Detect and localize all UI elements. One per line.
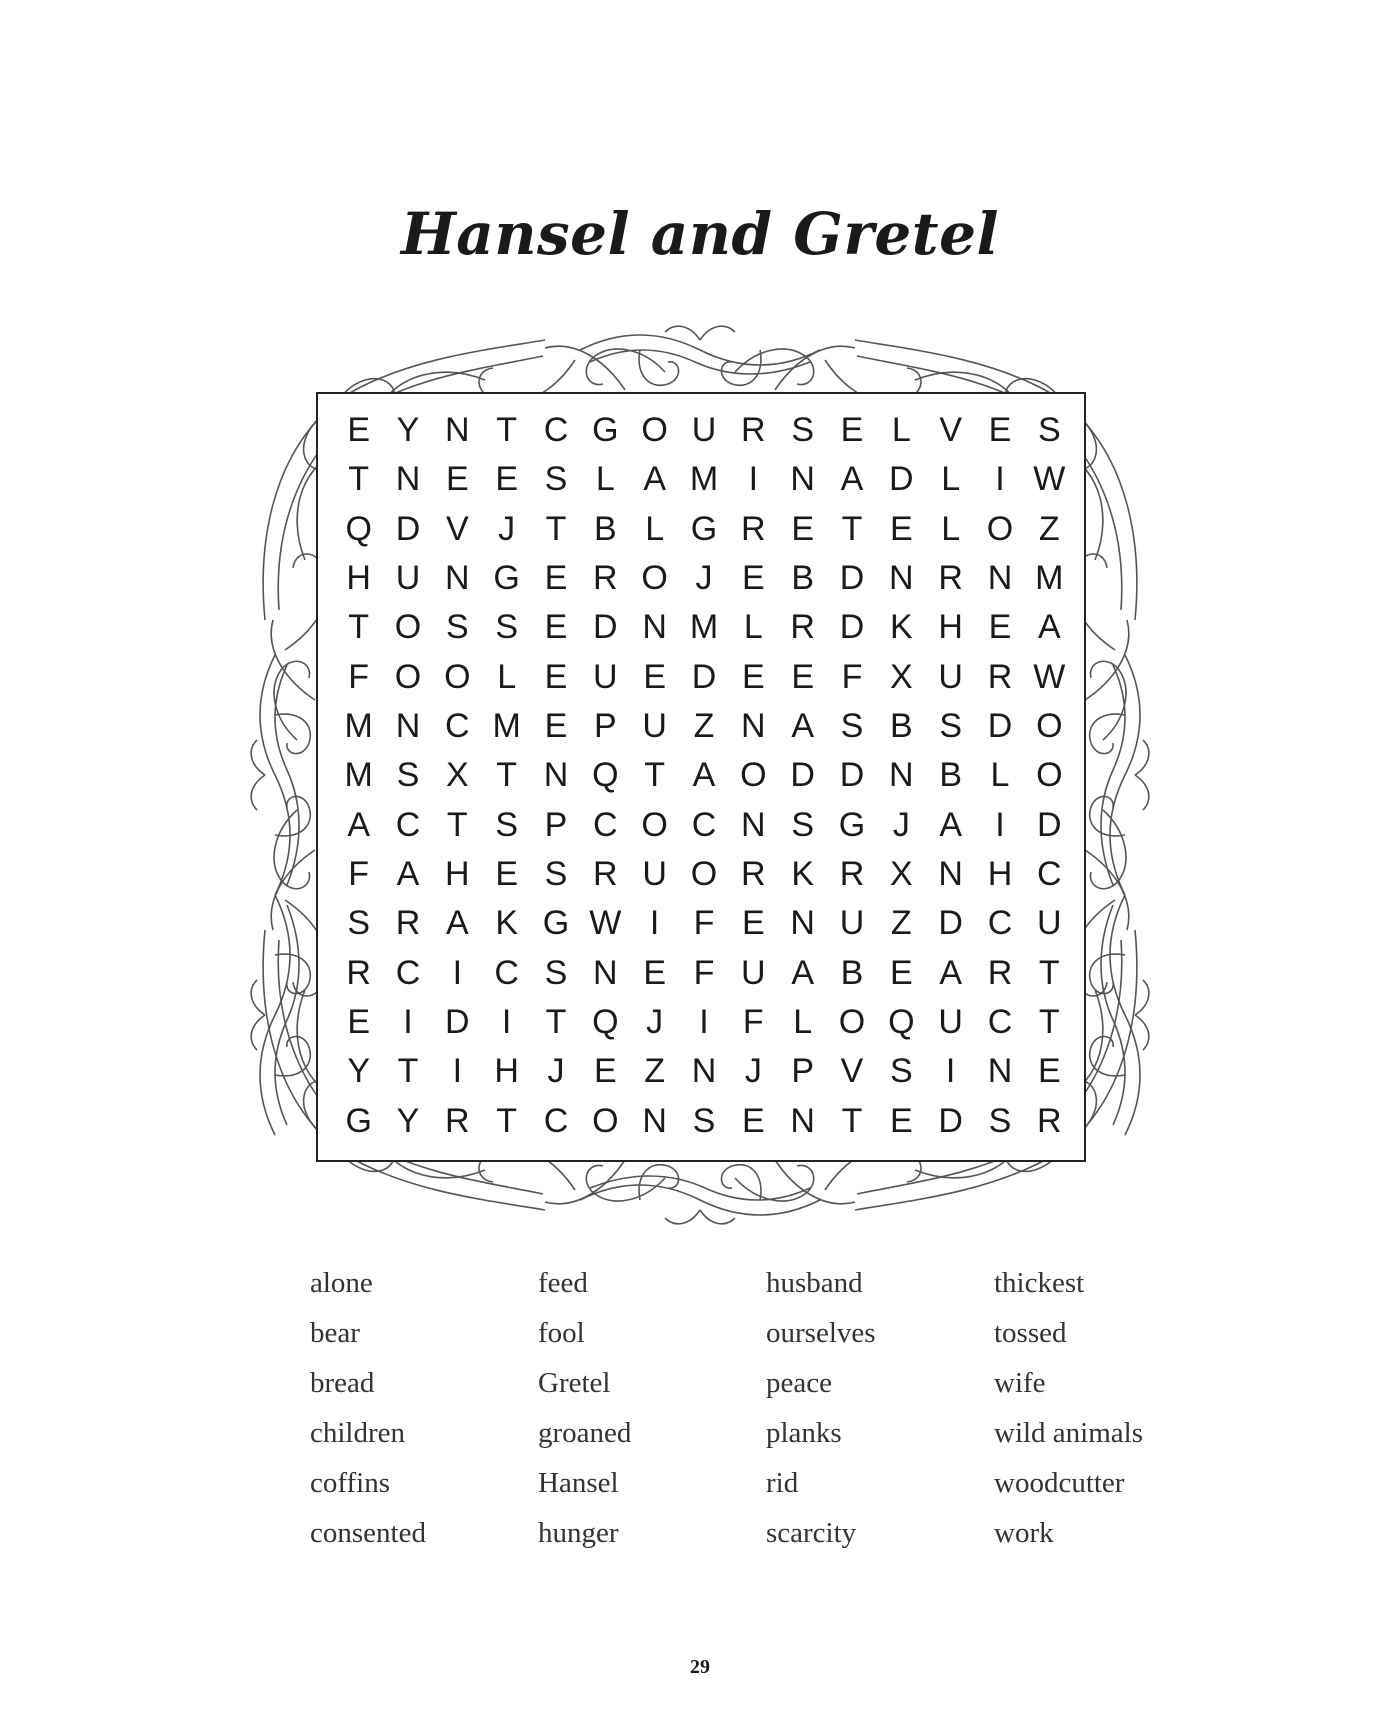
- grid-letter: O: [1036, 756, 1063, 795]
- grid-letter: E: [988, 608, 1012, 647]
- grid-letter: X: [445, 756, 469, 795]
- word-list-item: scarcity: [766, 1517, 857, 1549]
- grid-letter: S: [1037, 411, 1061, 450]
- grid-letter: N: [987, 559, 1013, 598]
- grid-letter: E: [741, 1101, 765, 1140]
- grid-letter: E: [741, 559, 765, 598]
- word-list-item: wife: [994, 1367, 1046, 1399]
- grid-letter: U: [741, 953, 766, 992]
- grid-letter: E: [544, 559, 568, 598]
- grid-letter: V: [939, 411, 962, 450]
- grid-letter: T: [1038, 1003, 1060, 1042]
- grid-letter: D: [790, 756, 815, 795]
- grid-letter: S: [988, 1101, 1012, 1140]
- word-list-item: bread: [310, 1367, 375, 1399]
- grid-letter: E: [840, 411, 864, 450]
- grid-letter: O: [838, 1003, 866, 1042]
- grid-letter: B: [939, 756, 962, 795]
- grid-letter: C: [987, 904, 1013, 943]
- grid-letter: D: [938, 904, 963, 943]
- grid-letter: E: [1037, 1052, 1061, 1091]
- grid-letter: O: [641, 411, 668, 450]
- grid-letter: E: [988, 411, 1012, 450]
- grid-letter: E: [495, 855, 518, 894]
- word-list-item: groaned: [538, 1417, 632, 1449]
- grid-letter: O: [394, 657, 422, 696]
- grid-letter: I: [501, 1003, 512, 1042]
- grid-letter: D: [1037, 805, 1062, 844]
- grid-letter: I: [699, 1003, 709, 1042]
- grid-letter: S: [692, 1101, 716, 1140]
- grid-letter: I: [403, 1003, 413, 1042]
- word-list-item: hunger: [538, 1517, 619, 1549]
- grid-letter: A: [396, 855, 420, 894]
- grid-letter: R: [346, 953, 371, 992]
- grid-letter: U: [1037, 904, 1062, 943]
- grid-letter: E: [643, 657, 666, 696]
- grid-letter: R: [790, 608, 815, 647]
- grid-letter: E: [347, 1003, 370, 1042]
- grid-letter: A: [791, 953, 814, 992]
- grid-letter: F: [841, 657, 863, 696]
- grid-letter: T: [348, 460, 370, 499]
- grid-letter: L: [743, 608, 763, 647]
- grid-letter: T: [841, 509, 863, 548]
- page-number: 29: [690, 1656, 710, 1678]
- grid-letter: B: [889, 707, 913, 746]
- grid-letter: S: [544, 460, 568, 499]
- grid-letter: S: [544, 953, 568, 992]
- grid-letter: C: [593, 805, 618, 844]
- grid-letter: O: [641, 559, 668, 598]
- grid-letter: U: [938, 1003, 963, 1042]
- grid-letter: C: [395, 805, 421, 844]
- grid-letter: A: [840, 460, 864, 499]
- grid-letter: S: [347, 904, 370, 943]
- grid-letter: U: [691, 411, 717, 450]
- grid-letter: C: [543, 411, 569, 450]
- word-list: [310, 1258, 1230, 1558]
- grid-letter: M: [344, 756, 373, 795]
- grid-letter: A: [445, 904, 469, 943]
- grid-letter: N: [790, 904, 815, 943]
- grid-letter: T: [496, 1101, 518, 1140]
- grid-letter: T: [545, 1003, 567, 1042]
- grid-letter: G: [542, 904, 570, 943]
- grid-letter: O: [986, 509, 1014, 548]
- grid-letter: P: [791, 1052, 814, 1091]
- grid-letter: N: [987, 1052, 1013, 1091]
- grid-letter: K: [889, 608, 913, 647]
- grid-letter: N: [395, 707, 421, 746]
- grid-letter: D: [593, 608, 618, 647]
- grid-letter: M: [689, 460, 719, 499]
- grid-letter: B: [840, 953, 864, 992]
- grid-letter: S: [544, 855, 568, 894]
- grid-letter: B: [593, 509, 617, 548]
- letter-grid: [334, 406, 1074, 1146]
- grid-letter: R: [445, 1101, 470, 1140]
- grid-letter: Z: [1038, 509, 1060, 548]
- grid-letter: D: [691, 657, 717, 696]
- grid-letter: V: [445, 509, 469, 548]
- grid-letter: T: [545, 509, 567, 548]
- grid-letter: J: [892, 805, 910, 844]
- grid-letter: H: [445, 855, 470, 894]
- grid-letter: N: [642, 1101, 667, 1140]
- grid-letter: G: [592, 411, 619, 450]
- word-list-item: planks: [766, 1417, 842, 1449]
- grid-letter: R: [938, 559, 963, 598]
- grid-letter: T: [496, 756, 518, 795]
- grid-letter: N: [741, 805, 766, 844]
- grid-letter: G: [493, 559, 520, 598]
- grid-letter: S: [840, 707, 864, 746]
- word-list-item: husband: [766, 1267, 863, 1299]
- grid-letter: S: [396, 756, 420, 795]
- grid-letter: Q: [345, 509, 372, 548]
- grid-letter: A: [643, 460, 666, 499]
- word-list-item: ourselves: [766, 1317, 876, 1349]
- grid-letter: U: [839, 904, 865, 943]
- grid-letter: R: [593, 855, 618, 894]
- grid-letter: I: [945, 1052, 956, 1091]
- grid-letter: R: [987, 657, 1013, 696]
- grid-letter: T: [446, 805, 468, 844]
- word-list-item: fool: [538, 1317, 585, 1349]
- word-list-item: rid: [766, 1467, 799, 1499]
- grid-letter: K: [495, 904, 518, 943]
- grid-letter: C: [543, 1101, 569, 1140]
- word-list-item: wild animals: [994, 1417, 1144, 1449]
- grid-letter: U: [593, 657, 618, 696]
- grid-letter: J: [498, 509, 516, 548]
- grid-letter: R: [839, 855, 865, 894]
- grid-letter: I: [649, 904, 660, 943]
- grid-letter: F: [348, 855, 370, 894]
- grid-letter: L: [941, 460, 961, 499]
- grid-letter: N: [741, 707, 766, 746]
- grid-letter: I: [452, 1052, 463, 1091]
- grid-letter: E: [889, 1101, 913, 1140]
- grid-letter: N: [790, 1101, 815, 1140]
- grid-letter: D: [889, 460, 914, 499]
- grid-letter: S: [495, 805, 518, 844]
- grid-letter: N: [395, 460, 421, 499]
- grid-letter: D: [839, 608, 865, 647]
- grid-letter: H: [346, 559, 371, 598]
- grid-letter: E: [445, 460, 469, 499]
- grid-letter: E: [889, 509, 913, 548]
- grid-letter: B: [791, 559, 814, 598]
- word-list-item: thickest: [994, 1267, 1085, 1299]
- grid-letter: S: [939, 707, 962, 746]
- grid-letter: O: [592, 1101, 619, 1140]
- grid-letter: E: [544, 707, 568, 746]
- grid-letter: E: [791, 657, 814, 696]
- grid-letter: Q: [592, 756, 619, 795]
- grid-letter: Z: [890, 904, 912, 943]
- grid-letter: X: [889, 657, 913, 696]
- grid-letter: C: [445, 707, 470, 746]
- word-list-item: children: [310, 1417, 406, 1449]
- grid-letter: P: [593, 707, 617, 746]
- grid-letter: R: [593, 559, 618, 598]
- page-title: Hansel and Gretel: [400, 200, 1000, 268]
- grid-letter: J: [695, 559, 713, 598]
- grid-letter: C: [1037, 855, 1062, 894]
- grid-letter: F: [742, 1003, 764, 1042]
- grid-letter: F: [348, 657, 370, 696]
- grid-letter: L: [990, 756, 1010, 795]
- grid-letter: Z: [693, 707, 715, 746]
- grid-letter: G: [345, 1101, 372, 1140]
- grid-letter: R: [395, 904, 421, 943]
- grid-letter: R: [1037, 1101, 1062, 1140]
- grid-letter: D: [395, 509, 421, 548]
- grid-letter: N: [938, 855, 963, 894]
- grid-letter: I: [995, 460, 1005, 499]
- grid-letter: Y: [347, 1052, 370, 1091]
- grid-letter: U: [395, 559, 421, 598]
- grid-letter: T: [841, 1101, 863, 1140]
- grid-letter: W: [589, 904, 622, 943]
- grid-letter: W: [1033, 460, 1066, 499]
- grid-letter: A: [791, 707, 814, 746]
- grid-letter: Q: [592, 1003, 619, 1042]
- grid-letter: E: [643, 953, 666, 992]
- grid-letter: E: [495, 460, 518, 499]
- word-list-item: tossed: [994, 1317, 1067, 1349]
- grid-letter: S: [445, 608, 469, 647]
- grid-letter: M: [689, 608, 719, 647]
- grid-letter: N: [593, 953, 618, 992]
- grid-letter: L: [941, 509, 961, 548]
- grid-letter: J: [547, 1052, 565, 1091]
- grid-letter: S: [889, 1052, 913, 1091]
- grid-letter: T: [496, 411, 518, 450]
- grid-letter: N: [543, 756, 569, 795]
- grid-letter: L: [793, 1003, 813, 1042]
- grid-letter: D: [987, 707, 1013, 746]
- grid-letter: D: [839, 756, 865, 795]
- grid-letter: S: [791, 411, 814, 450]
- grid-letter: N: [691, 1052, 717, 1091]
- grid-letter: O: [740, 756, 767, 795]
- grid-letter: R: [741, 855, 766, 894]
- grid-letter: C: [691, 805, 717, 844]
- grid-letter: C: [494, 953, 519, 992]
- grid-letter: N: [889, 559, 914, 598]
- grid-letter: O: [690, 855, 718, 894]
- grid-letter: N: [445, 411, 470, 450]
- grid-letter: E: [741, 904, 765, 943]
- word-list-item: coffins: [310, 1467, 391, 1499]
- word-list-item: consented: [310, 1517, 426, 1549]
- grid-letter: I: [995, 805, 1005, 844]
- grid-letter: E: [791, 509, 814, 548]
- grid-letter: E: [544, 657, 568, 696]
- grid-letter: M: [344, 707, 373, 746]
- grid-letter: D: [938, 1101, 963, 1140]
- grid-letter: O: [1036, 707, 1063, 746]
- grid-letter: V: [840, 1052, 864, 1091]
- grid-letter: A: [939, 805, 962, 844]
- grid-letter: A: [1037, 608, 1061, 647]
- puzzle-grid-frame: [316, 392, 1086, 1162]
- grid-letter: Q: [888, 1003, 915, 1042]
- grid-letter: L: [595, 460, 615, 499]
- grid-letter: M: [1035, 559, 1064, 598]
- grid-letter: D: [445, 1003, 470, 1042]
- grid-letter: O: [641, 805, 668, 844]
- grid-letter: N: [445, 559, 470, 598]
- grid-letter: E: [889, 953, 913, 992]
- grid-letter: M: [492, 707, 521, 746]
- word-list-item: Gretel: [538, 1367, 611, 1399]
- grid-letter: O: [394, 608, 422, 647]
- word-list-item: alone: [310, 1267, 373, 1299]
- grid-letter: D: [839, 559, 865, 598]
- grid-letter: U: [642, 707, 667, 746]
- grid-letter: L: [497, 657, 517, 696]
- grid-letter: S: [495, 608, 518, 647]
- grid-letter: E: [741, 657, 765, 696]
- grid-letter: H: [938, 608, 963, 647]
- word-list-item: woodcutter: [994, 1467, 1125, 1499]
- grid-letter: I: [748, 460, 759, 499]
- grid-letter: R: [741, 411, 766, 450]
- grid-letter: E: [593, 1052, 617, 1091]
- grid-letter: A: [692, 756, 716, 795]
- grid-letter: P: [544, 805, 568, 844]
- grid-letter: H: [987, 855, 1013, 894]
- word-list-item: feed: [538, 1267, 588, 1299]
- grid-letter: I: [452, 953, 463, 992]
- grid-letter: S: [791, 805, 814, 844]
- grid-letter: Y: [396, 1101, 420, 1140]
- grid-letter: A: [939, 953, 962, 992]
- grid-letter: J: [744, 1052, 762, 1091]
- grid-letter: T: [644, 756, 666, 795]
- grid-letter: A: [347, 805, 370, 844]
- grid-letter: F: [693, 904, 715, 943]
- grid-letter: C: [987, 1003, 1013, 1042]
- grid-letter: J: [646, 1003, 664, 1042]
- grid-letter: E: [544, 608, 568, 647]
- grid-letter: O: [444, 657, 471, 696]
- grid-letter: W: [1033, 657, 1066, 696]
- word-list-item: bear: [310, 1317, 360, 1349]
- grid-letter: U: [938, 657, 963, 696]
- grid-letter: G: [690, 509, 718, 548]
- grid-letter: Y: [396, 411, 420, 450]
- grid-letter: N: [889, 756, 914, 795]
- word-list-item: peace: [766, 1367, 832, 1399]
- grid-letter: R: [741, 509, 766, 548]
- grid-letter: N: [642, 608, 667, 647]
- grid-letter: L: [891, 411, 911, 450]
- grid-letter: X: [889, 855, 913, 894]
- grid-letter: K: [791, 855, 814, 894]
- grid-letter: F: [693, 953, 715, 992]
- grid-letter: T: [397, 1052, 419, 1091]
- word-list-item: work: [994, 1517, 1054, 1549]
- grid-letter: T: [1038, 953, 1060, 992]
- grid-letter: L: [645, 509, 665, 548]
- grid-letter: R: [987, 953, 1013, 992]
- grid-letter: T: [348, 608, 370, 647]
- grid-letter: G: [838, 805, 866, 844]
- grid-letter: C: [395, 953, 421, 992]
- grid-letter: Z: [644, 1052, 666, 1091]
- word-list-item: Hansel: [538, 1467, 619, 1499]
- grid-letter: U: [642, 855, 667, 894]
- grid-letter: E: [347, 411, 370, 450]
- grid-letter: N: [790, 460, 815, 499]
- grid-letter: H: [494, 1052, 519, 1091]
